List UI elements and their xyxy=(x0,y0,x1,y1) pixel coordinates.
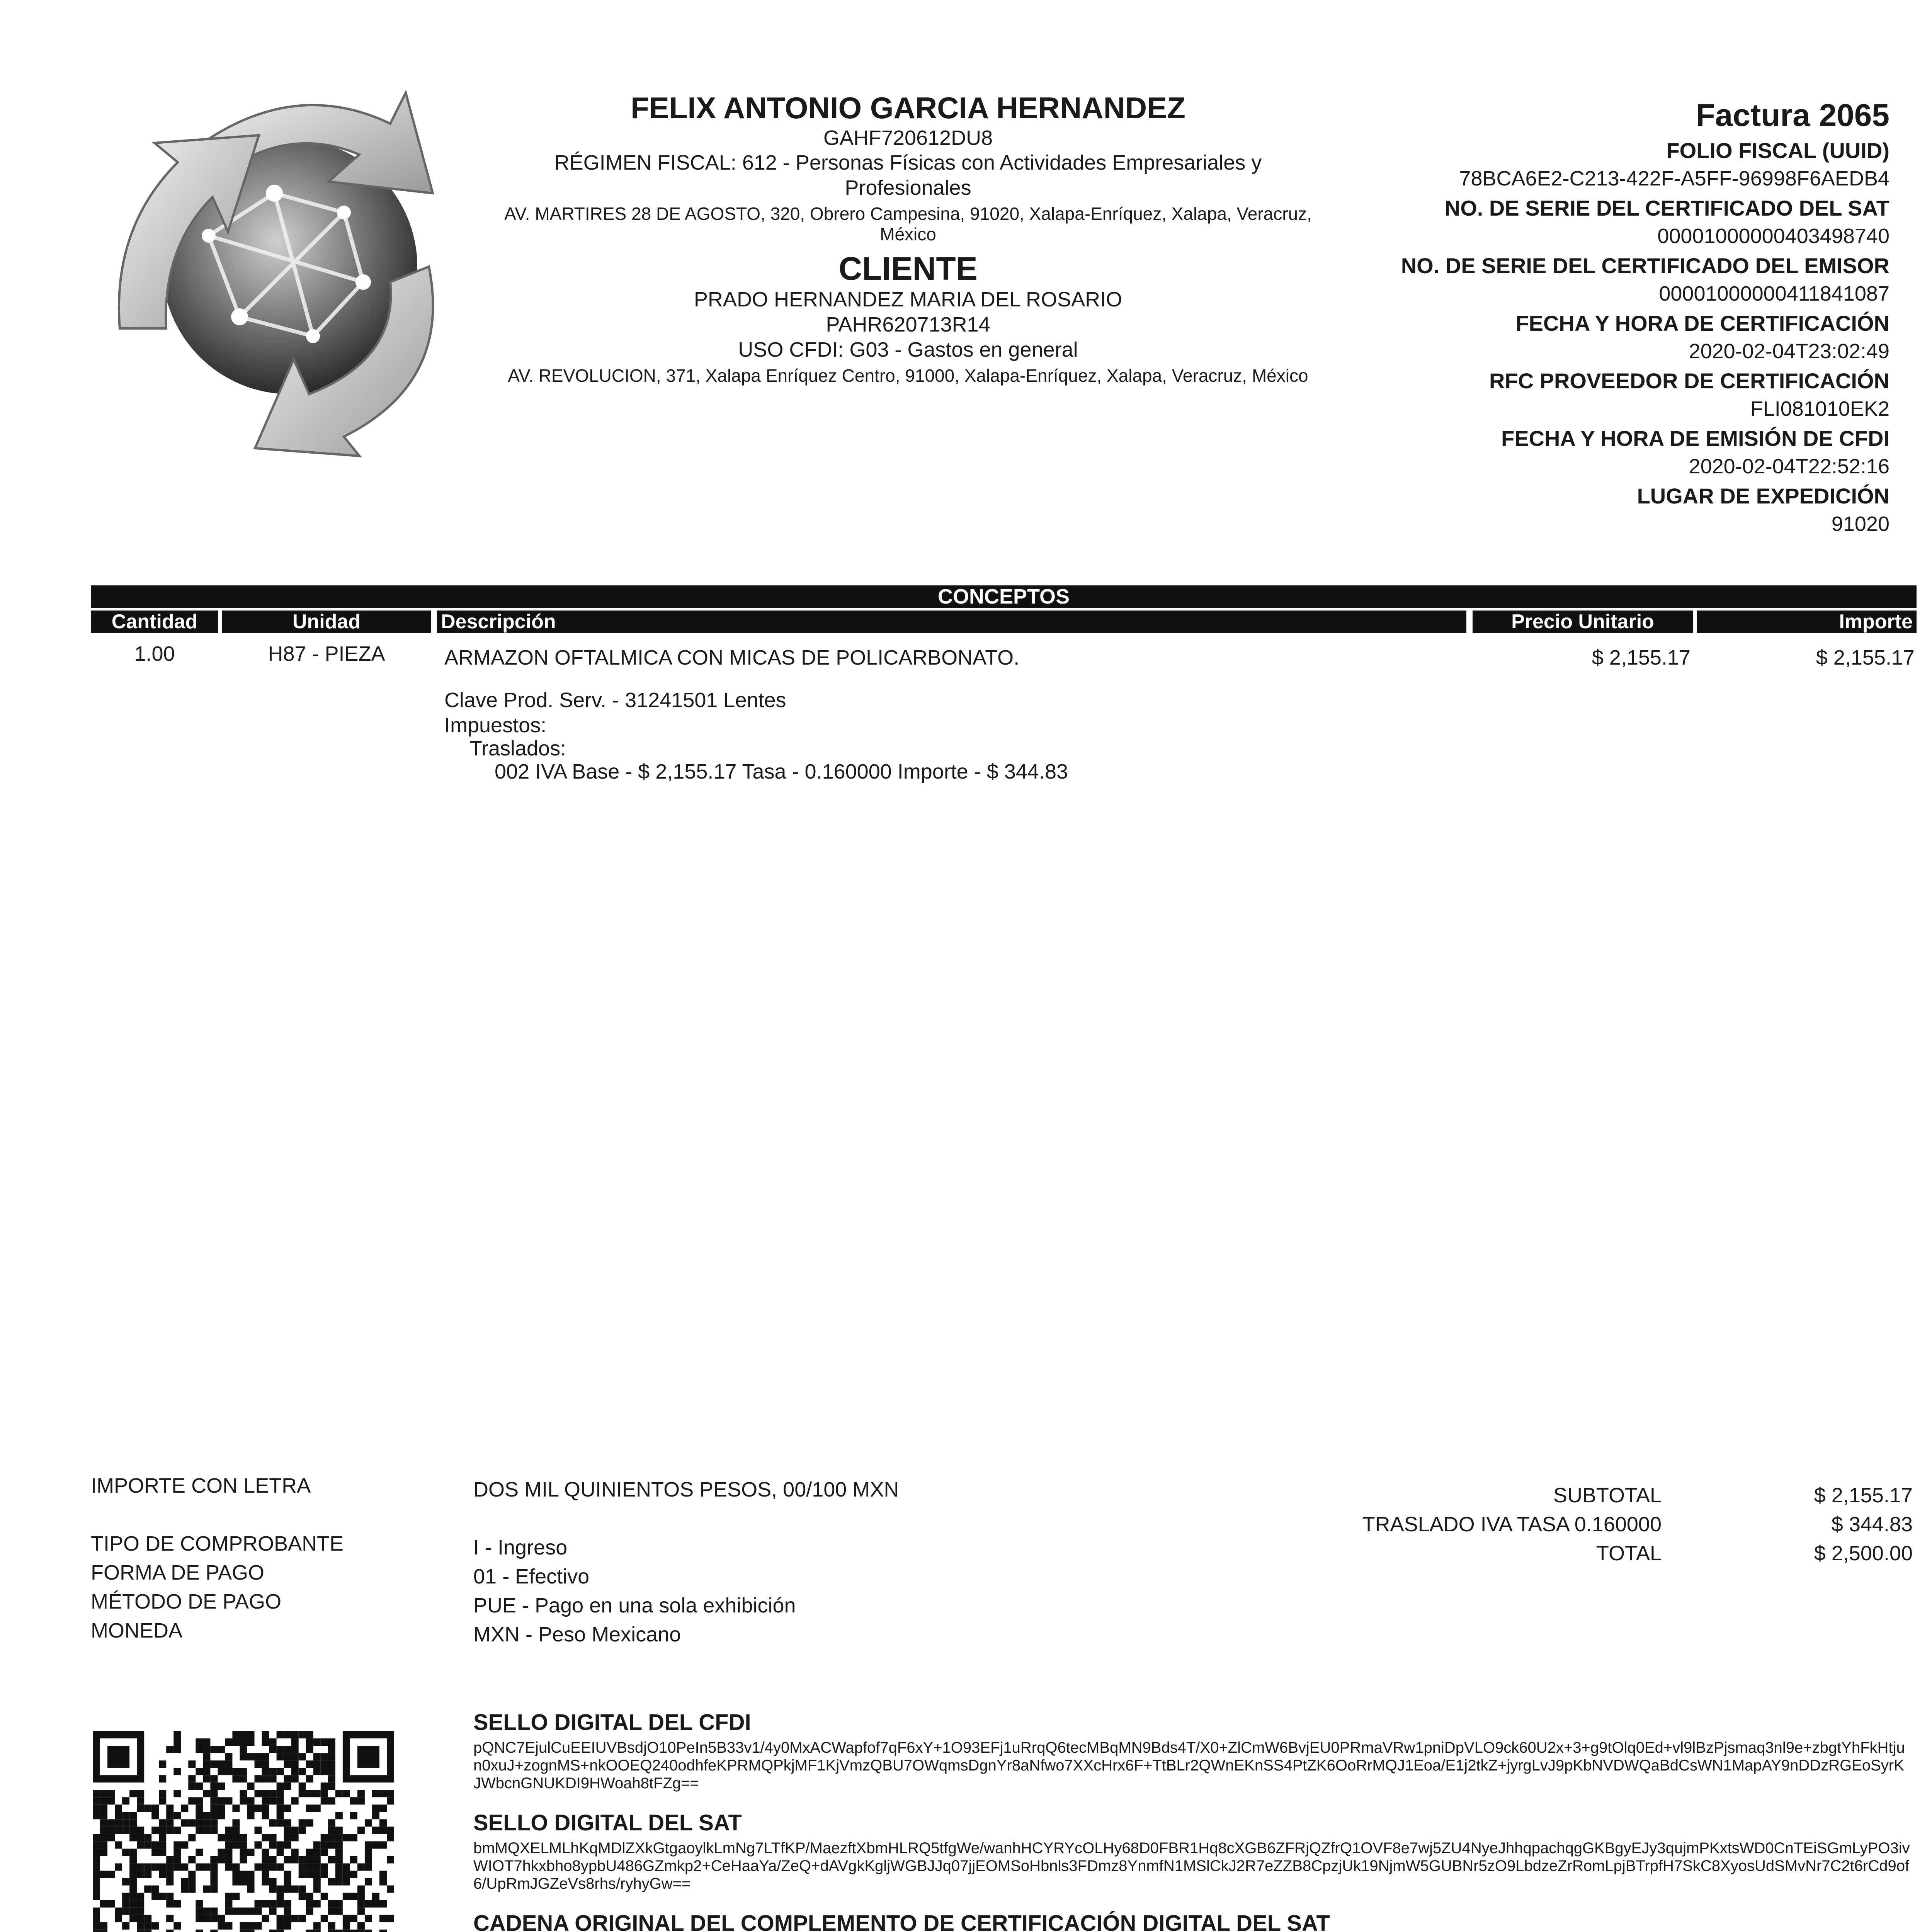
col-unidad: Unidad xyxy=(222,611,431,633)
serie-emisor-value: 00001000000411841087 xyxy=(1659,282,1889,306)
folio-value: 78BCA6E2-C213-422F-A5FF-96998F6AEDB4 xyxy=(1459,167,1889,190)
col-descripcion: Descripción xyxy=(435,611,1466,633)
row-clave: Clave Prod. Serv. - 31241501 Lentes xyxy=(444,689,786,712)
serie-emisor-label: NO. DE SERIE DEL CERTIFICADO DEL EMISOR xyxy=(1401,253,1889,278)
row-precio: $ 2,155.17 xyxy=(1592,646,1690,669)
serie-sat-value: 00001000000403498740 xyxy=(1657,224,1889,248)
folio-label: FOLIO FISCAL (UUID) xyxy=(1666,138,1889,163)
row-traslados: Traslados: xyxy=(469,737,566,760)
iva-value: $ 344.83 xyxy=(1831,1513,1913,1536)
emisor-regimen: RÉGIMEN FISCAL: 612 - Personas Físicas con Actividades Empresariales y Profesionales xyxy=(554,151,1262,200)
row-descripcion: ARMAZON OFTALMICA CON MICAS DE POLICARBONATO. xyxy=(444,646,1020,669)
row-impuestos: Impuestos: xyxy=(444,714,547,737)
fiscal-info xyxy=(1194,97,1889,537)
col-precio: Precio Unitario xyxy=(1470,611,1693,633)
tipo-label: TIPO DE COMPROBANTE xyxy=(91,1532,344,1555)
sello-cfdi-value: pQNC7EjulCuEEIUVBsdjO10PeIn5B33v1/4y0MxACWapfof7qF6xY+1O93EFj1uRrqQ6tecMBqMN9Bds4T/X0+ZlCmW6BvjEU0PRmaVRw1pniDpVLO9ck60U2x+3+g9tOlq0Ed+vl9lBzPjsmaq3nl9e+zbgtYhFkHtjun0xuJ+zognMS+nkOOEQ240odhfeKPRMQPkjMF1KjVmzQBU7OWqmsDgnYr8aNfwo7XXcHrx6F+TtBLr2QWnEKnSS4PtZK6OoRrMQJ1Eoa/E1j2tkZ+jyrgLvJ9pKbNVDWQaBdCsWN1MapAY9nDDzRGEoSyrKJWbcnGNUKDI9HWoah8tFZg== xyxy=(473,1739,1905,1792)
row-cantidad: 1.00 xyxy=(134,642,175,665)
qr-code xyxy=(93,1731,394,1932)
fecha-cert-value: 2020-02-04T23:02:49 xyxy=(1689,340,1889,363)
moneda-label: MONEDA xyxy=(91,1619,183,1642)
company-logo xyxy=(112,66,460,460)
fecha-cert-label: FECHA Y HORA DE CERTIFICACIÓN xyxy=(1515,311,1889,336)
cliente-heading: CLIENTE xyxy=(838,250,978,287)
forma-value: 01 - Efectivo xyxy=(473,1565,590,1588)
sello-sat-value: bmMQXELMLhKqMDlZXkGtgaoylkLmNg7LTfKP/MaezftXbmHLRQ5tfgWe/wanhHCYRYcOLHy68D0FBR1Hq8cXGB6ZFRjQZfrQ1OVF8e7wj5ZU4NyeJhhqpachqgGKBgyEJy3qujmPKxtsWD0CnTEiSGmLyPO3ivWIOT7hkxbho8ypbU486GZmkp2+CeHaaYa/ZeQ+dAVgkKgljWGBJJq07jjEOMSoHbnls3FDmz8YnmfN1MSlCkJ2R7eZZB8CpzjUk19NjmW5GUBNr5zO9LbdzeZrRomLpjBTrpfH7SkC8XyosUdSMvNr7C2t6rCd9of6/UpRmJGZeVs8rhs/ryhyGw== xyxy=(473,1840,1910,1892)
serie-sat-label: NO. DE SERIE DEL CERTIFICADO DEL SAT xyxy=(1444,196,1889,221)
lugar-value: 91020 xyxy=(1831,512,1889,536)
col-importe: Importe xyxy=(1694,611,1917,633)
lugar-label: LUGAR DE EXPEDICIÓN xyxy=(1637,484,1889,509)
importe-letra-label: IMPORTE CON LETRA xyxy=(91,1474,311,1497)
total-value: $ 2,500.00 xyxy=(1814,1542,1913,1565)
row-importe: $ 2,155.17 xyxy=(1816,646,1915,669)
metodo-value: PUE - Pago en una sola exhibición xyxy=(473,1594,796,1617)
cliente-uso-cfdi: USO CFDI: G03 - Gastos en general xyxy=(738,338,1078,362)
cliente-name: PRADO HERNANDEZ MARIA DEL ROSARIO xyxy=(694,288,1122,311)
subtotal-label: SUBTOTAL xyxy=(1553,1484,1662,1507)
emisor-name: FELIX ANTONIO GARCIA HERNANDEZ xyxy=(631,91,1185,125)
importe-letra-value: DOS MIL QUINIENTOS PESOS, 00/100 MXN xyxy=(473,1478,899,1501)
tipo-value: I - Ingreso xyxy=(473,1536,568,1559)
emisor-rfc: GAHF720612DU8 xyxy=(823,126,993,150)
cliente-rfc: PAHR620713R14 xyxy=(826,313,990,337)
row-iva: 002 IVA Base - $ 2,155.17 Tasa - 0.160000 Importe - $ 344.83 xyxy=(495,760,1068,783)
fecha-emision-value: 2020-02-04T22:52:16 xyxy=(1689,455,1889,478)
conceptos-title: CONCEPTOS xyxy=(91,585,1917,608)
subtotal-value: $ 2,155.17 xyxy=(1814,1484,1913,1507)
rfc-prov-label: RFC PROVEEDOR DE CERTIFICACIÓN xyxy=(1489,369,1889,393)
total-label: TOTAL xyxy=(1596,1542,1662,1565)
invoice-title: Factura 2065 xyxy=(1696,98,1889,133)
metodo-label: MÉTODO DE PAGO xyxy=(91,1590,282,1613)
header-parties xyxy=(502,91,1314,386)
cadena-label: CADENA ORIGINAL DEL COMPLEMENTO DE CERTIFICACIÓN DIGITAL DEL SAT xyxy=(473,1911,1330,1932)
cliente-address: AV. REVOLUCION, 371, Xalapa Enríquez Centro, 91000, Xalapa-Enríquez, Xalapa, Veracruz, México xyxy=(508,365,1308,386)
sello-sat-label: SELLO DIGITAL DEL SAT xyxy=(473,1810,742,1835)
forma-label: FORMA DE PAGO xyxy=(91,1561,265,1584)
rfc-prov-value: FLI081010EK2 xyxy=(1750,397,1889,421)
moneda-value: MXN - Peso Mexicano xyxy=(473,1623,681,1646)
iva-label: TRASLADO IVA TASA 0.160000 xyxy=(1362,1513,1662,1536)
emisor-address: AV. MARTIRES 28 DE AGOSTO, 320, Obrero Campesina, 91020, Xalapa-Enríquez, Xalapa, Veracruz, México xyxy=(504,204,1312,244)
fecha-emision-label: FECHA Y HORA DE EMISIÓN DE CFDI xyxy=(1501,426,1889,451)
col-cantidad: Cantidad xyxy=(91,611,218,633)
sello-cfdi-label: SELLO DIGITAL DEL CFDI xyxy=(473,1710,751,1735)
row-unidad: H87 - PIEZA xyxy=(268,642,385,665)
